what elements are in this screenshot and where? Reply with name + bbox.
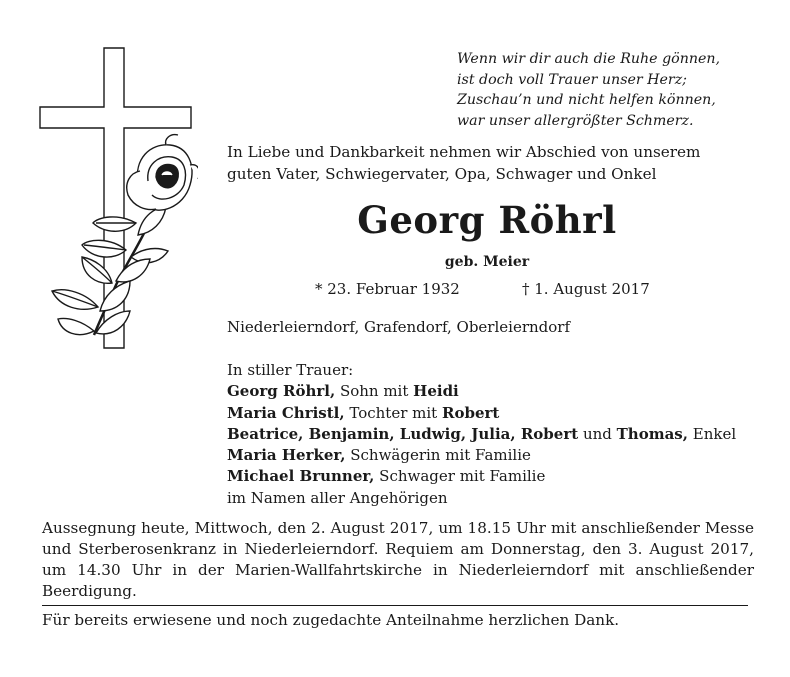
mourner-relation: Tochter mit xyxy=(344,403,442,422)
mourners-heading: In stiller Trauer: xyxy=(227,361,354,379)
cross-with-rose-icon xyxy=(38,45,198,355)
mourner-name: Maria Herker, xyxy=(227,446,346,465)
service-details: Aussegnung heute, Mittwoch, den 2. August 2017, um 18.15 Uhr mit anschließender Messe und Sterberosenkranz in Niederleierndorf. Requiem am Donnerstag, den 3. August 2017, um 14.30 Uhr in der Marien-Wallfahrtskirche in Niederleierndorf mit anschließender Beerdigung. xyxy=(42,519,754,600)
poem-line: war unser allergrößter Schmerz. xyxy=(457,112,694,129)
mourner-partner: Heidi xyxy=(413,382,459,401)
deceased-name: Georg Röhrl xyxy=(357,198,617,242)
intro-text xyxy=(227,141,767,185)
mourner-name: Thomas, xyxy=(616,424,688,443)
mourners-list xyxy=(227,360,767,509)
mourner-line xyxy=(227,381,767,402)
mourner-relation: Schwager mit Familie xyxy=(374,467,546,486)
mourner-line xyxy=(227,445,767,466)
mourner-relation: Enkel xyxy=(687,424,737,443)
mourner-name: Georg Röhrl, xyxy=(227,382,336,401)
divider xyxy=(42,605,748,606)
mourner-line xyxy=(227,403,767,424)
mourner-line xyxy=(227,424,767,445)
places: Niederleierndorf, Grafendorf, Oberleierndorf xyxy=(227,318,571,336)
mourner-relation: Schwägerin mit Familie xyxy=(345,446,531,465)
birth-name: geb. Meier xyxy=(444,254,530,270)
mourner-name: Michael Brunner, xyxy=(227,467,375,486)
mourner-relation: Sohn mit xyxy=(335,382,414,401)
mourner-line xyxy=(227,466,767,487)
birth-date: * 23. Februar 1932 xyxy=(315,280,460,298)
poem xyxy=(457,49,757,131)
thanks-line: Für bereits erwiesene und noch zugedachte Anteilnahme herzlichen Dank. xyxy=(42,611,620,629)
poem-line: ist doch voll Trauer unser Herz; xyxy=(457,71,687,88)
mourner-names: Beatrice, Benjamin, Ludwig, Julia, Robert xyxy=(227,424,579,443)
intro-line: In Liebe und Dankbarkeit nehmen wir Abschied von unserem xyxy=(227,143,701,161)
mourner-conjunction: und xyxy=(578,424,617,443)
mourners-closing: im Namen aller Angehörigen xyxy=(227,488,448,507)
mourner-partner: Robert xyxy=(441,403,500,422)
intro-line: guten Vater, Schwiegervater, Opa, Schwager und Onkel xyxy=(227,165,657,183)
poem-line: Zuschau’n und nicht helfen können, xyxy=(457,92,716,108)
rose-bloom xyxy=(127,135,198,211)
mourner-name: Maria Christl, xyxy=(227,403,345,422)
death-date: † 1. August 2017 xyxy=(522,280,650,298)
poem-line: Wenn wir dir auch die Ruhe gönnen, xyxy=(457,51,721,67)
